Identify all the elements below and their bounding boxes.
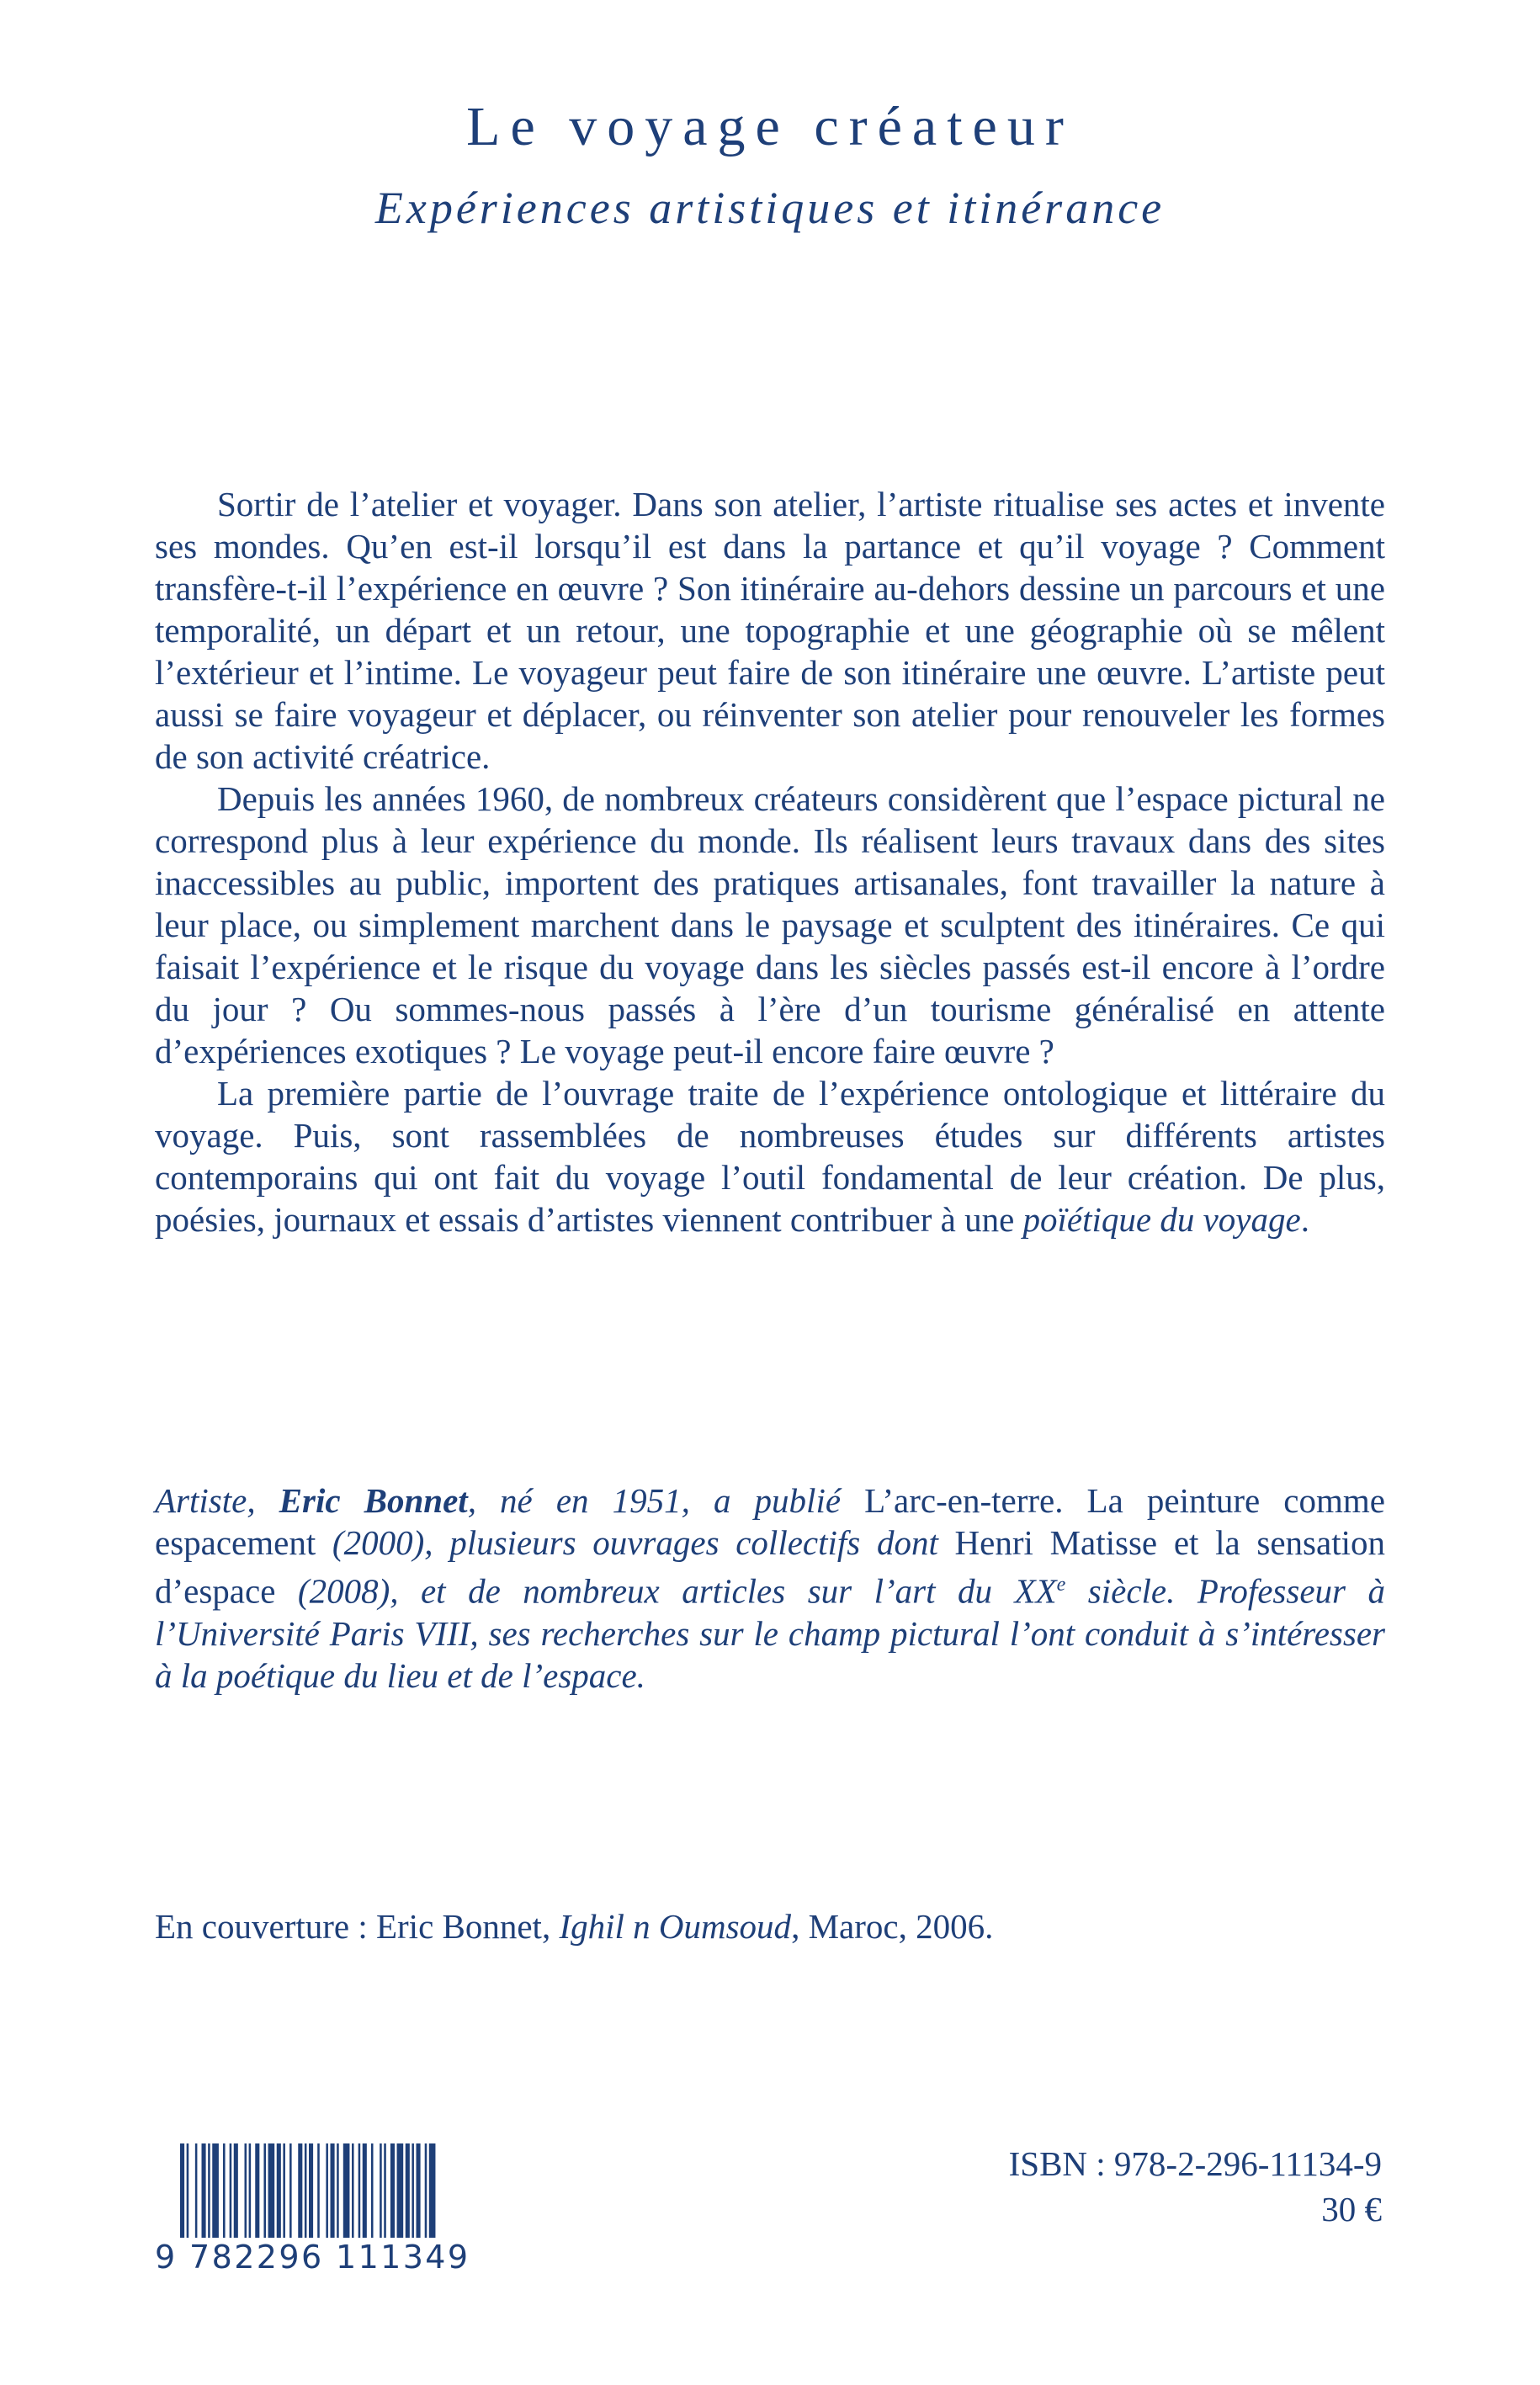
barcode-bar <box>331 2143 335 2238</box>
barcode-bar <box>425 2143 427 2238</box>
bio-century-superscript: e <box>1056 1574 1066 1596</box>
barcode-bar <box>380 2143 382 2238</box>
bio-part-1: Artiste, <box>155 1481 279 1520</box>
bio-part-3: (2000), plusieurs ouvrages collectifs dont <box>316 1523 955 1562</box>
barcode-bars <box>155 2143 465 2238</box>
cover-credit <box>155 1905 993 1947</box>
barcode-bar <box>230 2143 232 2238</box>
bio-part-2: , né en 1951, a publié <box>467 1481 865 1520</box>
price: 30 € <box>1321 2190 1382 2228</box>
barcode-bar <box>263 2143 266 2238</box>
blurb-paragraph-3-end: . <box>1300 1200 1309 1239</box>
barcode-bar <box>406 2143 410 2238</box>
barcode-bar <box>195 2143 198 2238</box>
barcode-bar <box>326 2143 328 2238</box>
barcode-bar <box>397 2143 404 2238</box>
blurb-paragraph-3 <box>155 1072 1385 1240</box>
barcode-bar <box>289 2143 292 2238</box>
barcode-bar <box>268 2143 275 2238</box>
barcode-bar <box>234 2143 238 2238</box>
barcode-bar <box>298 2143 302 2238</box>
author-bio-text <box>155 1479 1385 1697</box>
barcode-digits: 9 782296 111349 <box>155 2239 470 2276</box>
barcode <box>155 2143 470 2295</box>
barcode-bar <box>255 2143 259 2238</box>
barcode-bar <box>417 2143 421 2238</box>
bio-part-5: siècle. Professeur à l’Université Paris VIII, ses recherches sur le champ pictural l’ont conduit à s’intéresser à la poétique du lieu et de l’espace. <box>155 1571 1385 1695</box>
back-cover-blurb <box>155 483 1385 1240</box>
bio-work-1: L’arc-en-terre. La peinture comme espacement <box>155 1481 1385 1562</box>
barcode-bar <box>317 2143 320 2238</box>
barcode-bar <box>249 2143 252 2238</box>
barcode-bar <box>309 2143 313 2238</box>
barcode-bar <box>223 2143 226 2238</box>
barcode-bar <box>202 2143 206 2238</box>
barcode-bar <box>180 2143 184 2238</box>
book-subtitle: Expériences artistiques et itinérance <box>374 183 1166 233</box>
barcode-bar <box>390 2143 395 2238</box>
barcode-bar <box>277 2143 281 2238</box>
barcode-bar <box>283 2143 285 2238</box>
blurb-paragraph-2: Depuis les années 1960, de nombreux créateurs considèrent que l’espace pictural ne correspond plus à leur expérience du monde. Ils réalisent leurs travaux dans des sites inaccessibles au public, importent des pratiques artisanales, font travailler la nature à leur place, ou simplement marchent dans le paysage et sculptent des itinéraires. Ce qui faisait l’expérience et le risque du voyage dans les siècles passés est-il encore à l’ordre du jour ? Ou sommes-nous passés à l’ère d’un tourisme généralisé en attente d’expériences exotiques ? Le voyage peut-il encore faire œuvre ? <box>155 779 1385 1070</box>
barcode-bar <box>429 2143 436 2238</box>
barcode-bar <box>212 2143 219 2238</box>
barcode-bar <box>337 2143 339 2238</box>
blurb-paragraph-3-italic: poïétique du voyage <box>1022 1200 1301 1239</box>
blurb-paragraph-1: Sortir de l’atelier et voyager. Dans son atelier, l’artiste ritualise ses actes et invente ses mondes. Qu’en est-il lorsqu’il est dans la partance et qu’il voyage ? Comment transfère-t-il l’expérience en œuvre ? Son itinéraire au-dehors dessine un parcours et une temporalité, un départ et un retour, une topographie et une géographie où se mêlent l’extérieur et l’intime. Le voyageur peut faire de son itinéraire une œuvre. L’artiste peut aussi se faire voyageur et déplacer, ou réinventer son atelier pour renouveler les formes de son activité créatrice. <box>155 485 1385 776</box>
barcode-bar <box>343 2143 350 2238</box>
author-bio <box>155 1479 1385 1697</box>
book-title: Le voyage créateur <box>466 96 1074 157</box>
blurb-paragraph-3-text: La première partie de l’ouvrage traite de l’expérience ontologique et littéraire du voyage. Puis, sont rassemblées de nombreuses études sur différents artistes contemporains qui ont fait du voyage l’outil fondamental de leur création. De plus, poésies, journaux et essais d’artistes viennent contribuer à une <box>155 1074 1385 1239</box>
author-name: Eric Bonnet <box>279 1481 468 1520</box>
barcode-bar <box>412 2143 414 2238</box>
barcode-bar <box>352 2143 354 2238</box>
barcode-bar <box>187 2143 189 2238</box>
barcode-bar <box>305 2143 307 2238</box>
credit-prefix: En couverture : Eric Bonnet, <box>155 1907 560 1946</box>
barcode-bar <box>363 2143 367 2238</box>
credit-suffix: , Maroc, 2006. <box>791 1907 994 1946</box>
barcode-bar <box>358 2143 361 2238</box>
bio-part-4: (2008), et de nombreux articles sur l’art du XX <box>275 1571 1057 1611</box>
barcode-bar <box>208 2143 210 2238</box>
barcode-bar <box>384 2143 386 2238</box>
bio-work-2: Henri Matisse et la sensation d’espace <box>155 1523 1385 1611</box>
isbn: ISBN : 978-2-296-11134-9 <box>1008 2144 1382 2183</box>
barcode-bar <box>371 2143 374 2238</box>
credit-artwork-title: Ighil n Oumsoud <box>559 1907 792 1946</box>
barcode-bar <box>245 2143 247 2238</box>
